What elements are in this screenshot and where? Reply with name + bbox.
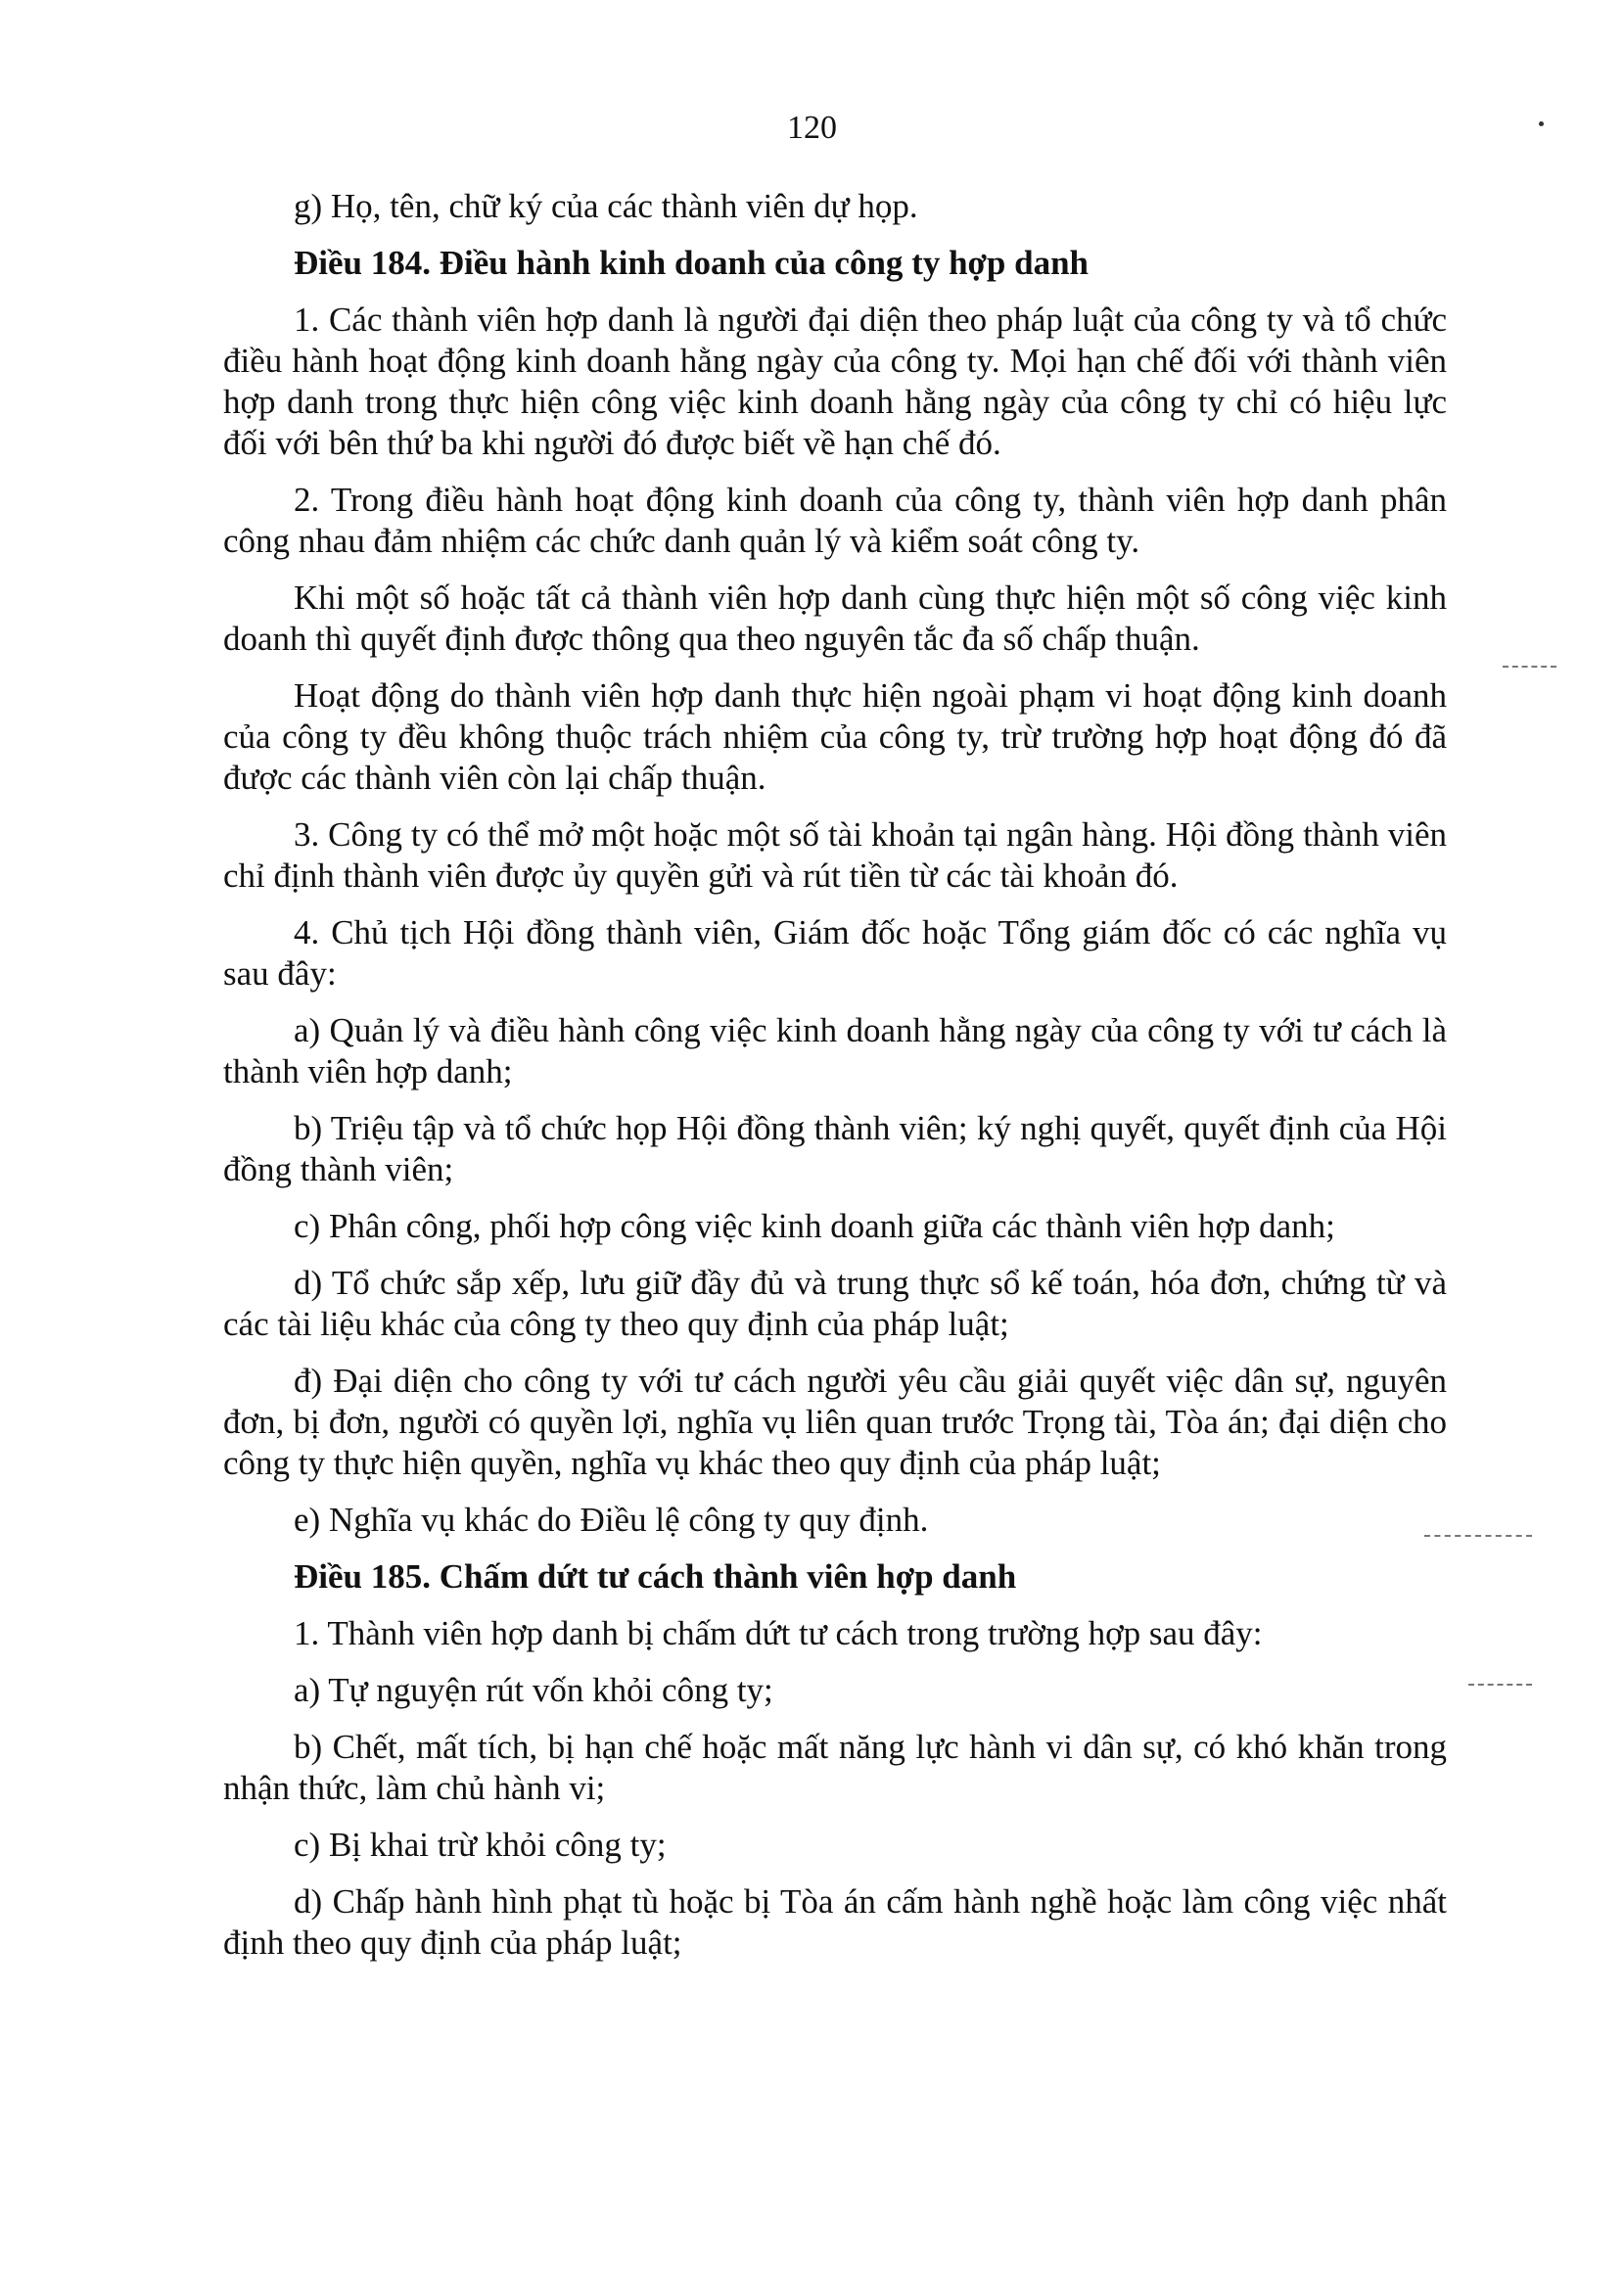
paragraph-185-1c: c) Bị khai trừ khỏi công ty; <box>294 1826 667 1864</box>
paragraph-184-4e: e) Nghĩa vụ khác do Điều lệ công ty quy định. <box>294 1501 929 1539</box>
paragraph-184-4d: d) Tổ chức sắp xếp, lưu giữ đầy đủ và trung thực sổ kế toán, hóa đơn, chứng từ và các tài liệu khác của công ty theo quy định của pháp luật; <box>223 1264 1447 1343</box>
paragraph-184-4c: c) Phân công, phối hợp công việc kinh doanh giữa các thành viên hợp danh; <box>294 1207 1335 1245</box>
heading-article-185: Điều 185. Chấm dứt tư cách thành viên hợp danh <box>294 1557 1017 1596</box>
paragraph-184-3: 3. Công ty có thể mở một hoặc một số tài khoản tại ngân hàng. Hội đồng thành viên chỉ định thành viên được ủy quyền gửi và rút tiền từ các tài khoản đó. <box>223 815 1447 895</box>
paragraph-185-1a: a) Tự nguyện rút vốn khỏi công ty; <box>294 1671 773 1709</box>
scan-speck <box>1539 121 1544 126</box>
paragraph-185-1d: d) Chấp hành hình phạt tù hoặc bị Tòa án cấm hành nghề hoặc làm công việc nhất định theo quy định của pháp luật; <box>223 1882 1447 1962</box>
paragraph-184-1: 1. Các thành viên hợp danh là người đại diện theo pháp luật của công ty và tổ chức điều hành hoạt động kinh doanh hằng ngày của công ty. Mọi hạn chế đối với thành viên hợp danh trong thực hiện công việc kinh doanh hằng ngày của công ty chỉ có hiệu lực đối với bên thứ ba khi người đó được biết về hạn chế đó. <box>223 301 1447 462</box>
scan-dash-mark <box>1468 1684 1532 1686</box>
paragraph-184-2b: Khi một số hoặc tất cả thành viên hợp danh cùng thực hiện một số công việc kinh doanh thì quyết định được thông qua theo nguyên tắc đa số chấp thuận. <box>223 579 1447 658</box>
paragraph-184-2c: Hoạt động do thành viên hợp danh thực hiện ngoài phạm vi hoạt động kinh doanh của công ty đều không thuộc trách nhiệm của công ty, trừ trường hợp hoạt động đó đã được các thành viên còn lại chấp thuận. <box>223 676 1447 797</box>
paragraph-183-g: g) Họ, tên, chữ ký của các thành viên dự họp. <box>294 187 918 225</box>
paragraph-185-1b: b) Chết, mất tích, bị hạn chế hoặc mất năng lực hành vi dân sự, có khó khăn trong nhận thức, làm chủ hành vi; <box>223 1728 1447 1807</box>
paragraph-185-1: 1. Thành viên hợp danh bị chấm dứt tư cách trong trường hợp sau đây: <box>294 1614 1263 1652</box>
paragraph-184-4a: a) Quản lý và điều hành công việc kinh doanh hằng ngày của công ty với tư cách là thành viên hợp danh; <box>223 1011 1447 1090</box>
heading-article-184: Điều 184. Điều hành kinh doanh của công ty hợp danh <box>294 244 1090 282</box>
page-body <box>223 186 1447 1979</box>
paragraph-184-4b: b) Triệu tập và tổ chức họp Hội đồng thành viên; ký nghị quyết, quyết định của Hội đồng thành viên; <box>223 1109 1447 1188</box>
scan-dash-mark <box>1503 666 1556 668</box>
paragraph-184-4: 4. Chủ tịch Hội đồng thành viên, Giám đốc hoặc Tổng giám đốc có các nghĩa vụ sau đây: <box>223 913 1447 993</box>
scan-dash-mark <box>1424 1535 1532 1537</box>
paragraph-184-4dd: đ) Đại diện cho công ty với tư cách người yêu cầu giải quyết việc dân sự, nguyên đơn, bị đơn, người có quyền lợi, nghĩa vụ liên quan trước Trọng tài, Tòa án; đại diện cho công ty thực hiện quyền, nghĩa vụ khác theo quy định của pháp luật; <box>223 1362 1447 1482</box>
paragraph-184-2: 2. Trong điều hành hoạt động kinh doanh của công ty, thành viên hợp danh phân công nhau đảm nhiệm các chức danh quản lý và kiểm soát công ty. <box>223 481 1447 560</box>
page-number: 120 <box>787 110 837 146</box>
